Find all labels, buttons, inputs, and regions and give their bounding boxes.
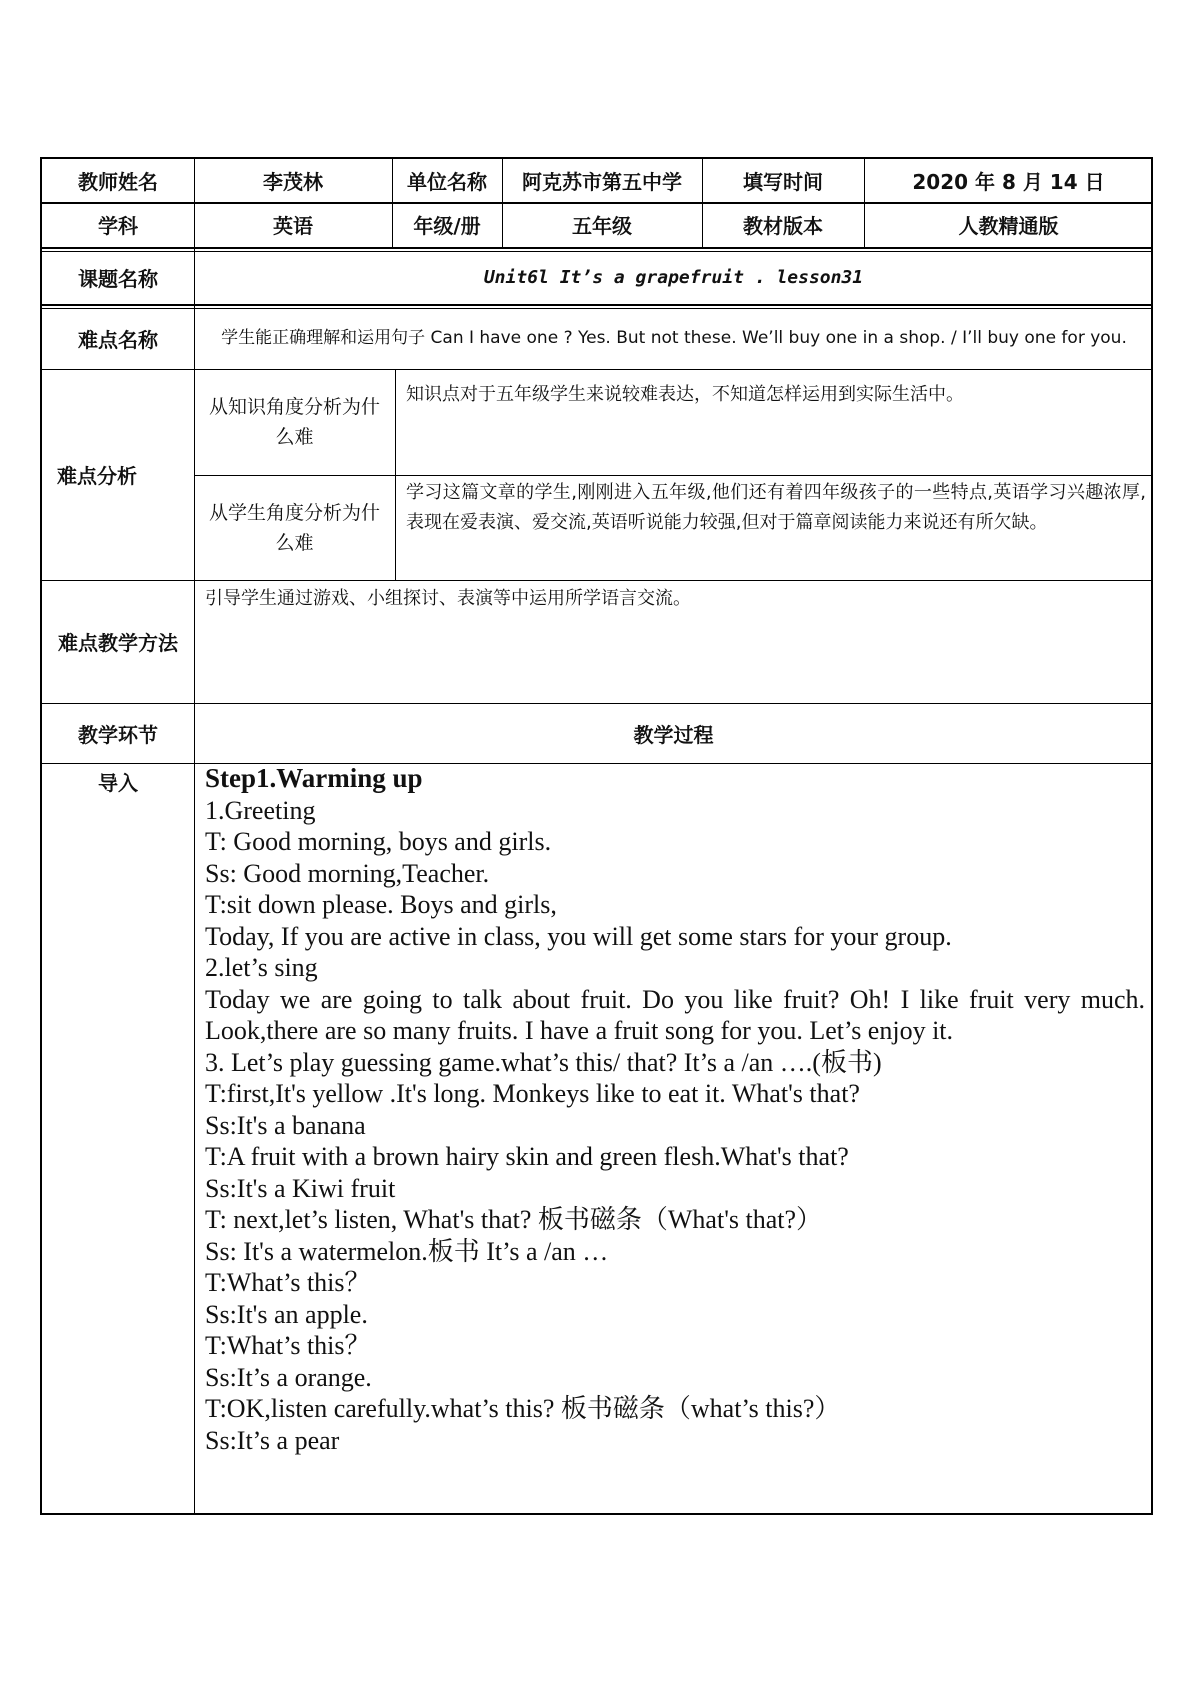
process-line: Today we are going to talk about fruit. Do you like fruit? Oh! I like fruit very much. Look,there are so many fruits. I have a fruit song for you. Let’s enjoy it. xyxy=(205,984,1145,1045)
subject-label: 学科 xyxy=(98,214,138,238)
process-line: T:sit down please. Boys and girls, xyxy=(205,890,557,919)
topic-label: 课题名称 xyxy=(78,267,158,291)
fill-date-label: 填写时间 xyxy=(743,170,823,194)
knowledge-angle-label: 从知识角度分析为什么难 xyxy=(208,396,380,448)
student-angle-label: 从学生角度分析为什么难 xyxy=(208,501,380,554)
process-line: T:OK,listen carefully.what’s this? 板书磁条（what’s this?） xyxy=(205,1394,841,1423)
method-text: 引导学生通过游戏、小组探讨、表演等中运用所学语言交流。 xyxy=(205,588,691,609)
step-title: Step1.Warming up xyxy=(205,763,423,793)
process-line: 2.let’s sing xyxy=(205,953,318,982)
process-line: T:What’s this？ xyxy=(205,1268,371,1297)
row-divider xyxy=(42,580,1151,581)
edition-label: 教材版本 xyxy=(743,214,823,238)
grade-value: 五年级 xyxy=(572,214,632,238)
process-line: Ss:It's an apple. xyxy=(205,1299,368,1329)
process-line: T: next,let’s listen, What's that? 板书磁条（What's that?） xyxy=(205,1205,823,1234)
process-line: 1.Greeting xyxy=(205,795,316,825)
row-divider xyxy=(42,247,1151,249)
knowledge-angle-text: 知识点对于五年级学生来说较难表达，不知道怎样运用到实际生活中。 xyxy=(406,384,964,405)
fill-date-value: 2020 年 8 月 14 日 xyxy=(912,170,1105,194)
process-line: T: Good morning, boys and girls. xyxy=(205,827,552,856)
topic-value: Unit6l It’s a grapefruit . lesson31 xyxy=(483,267,864,288)
grade-label: 年级/册 xyxy=(413,214,481,238)
process-line: Ss:It's a banana xyxy=(205,1110,366,1140)
process-line: T:What’s this？ xyxy=(205,1331,371,1360)
teaching-process-content xyxy=(205,763,1145,1456)
process-line: T:first,It's yellow .It's long. Monkeys like to eat it. What's that? xyxy=(205,1079,860,1108)
unit-name-value: 阿克苏市第五中学 xyxy=(522,170,682,194)
analysis-label: 难点分析 xyxy=(57,464,137,488)
process-line: Ss: It's a watermelon.板书 It’s a /an … xyxy=(205,1236,609,1266)
difficulty-value: 学生能正确理解和运用句子 Can I have one ? Yes. But not these. We’ll buy one in a shop. / I’ll buy one for you. xyxy=(221,328,1127,348)
process-line: Ss: Good morning,Teacher. xyxy=(205,858,490,888)
process-line: Today, If you are active in class, you will get some stars for your group. xyxy=(205,921,952,951)
process-line: Ss:It’s a orange. xyxy=(205,1362,372,1392)
process-line: T:A fruit with a brown hairy skin and green flesh.What's that? xyxy=(205,1142,849,1171)
method-label: 难点教学方法 xyxy=(58,631,178,655)
row-divider xyxy=(42,304,1151,306)
lesson-plan-table xyxy=(40,157,1153,1515)
teacher-name-label: 教师姓名 xyxy=(78,170,158,194)
teacher-name-value: 李茂林 xyxy=(263,170,323,194)
process-column-header: 教学过程 xyxy=(633,722,714,747)
process-line: 3. Let’s play guessing game.what’s this/ that? It’s a /an ….(板书) xyxy=(205,1047,882,1077)
student-angle-text: 学习这篇文章的学生,刚刚进入五年级,他们还有着四年级孩子的一些特点,英语学习兴趣浓厚,表现在爱表演、爱交流,英语听说能力较强,但对于篇章阅读能力来说还有所欠缺。 xyxy=(406,482,1146,533)
edition-value: 人教精通版 xyxy=(958,214,1059,238)
process-line: Ss:It’s a pear xyxy=(205,1425,340,1455)
stage-column-header: 教学环节 xyxy=(78,722,158,747)
column-divider xyxy=(194,159,195,1515)
intro-stage-label: 导入 xyxy=(98,770,138,795)
unit-name-label: 单位名称 xyxy=(407,170,487,194)
process-line: Ss:It's a Kiwi fruit xyxy=(205,1173,396,1203)
subject-value: 英语 xyxy=(273,214,313,238)
difficulty-label: 难点名称 xyxy=(78,328,158,352)
column-divider xyxy=(395,369,396,580)
